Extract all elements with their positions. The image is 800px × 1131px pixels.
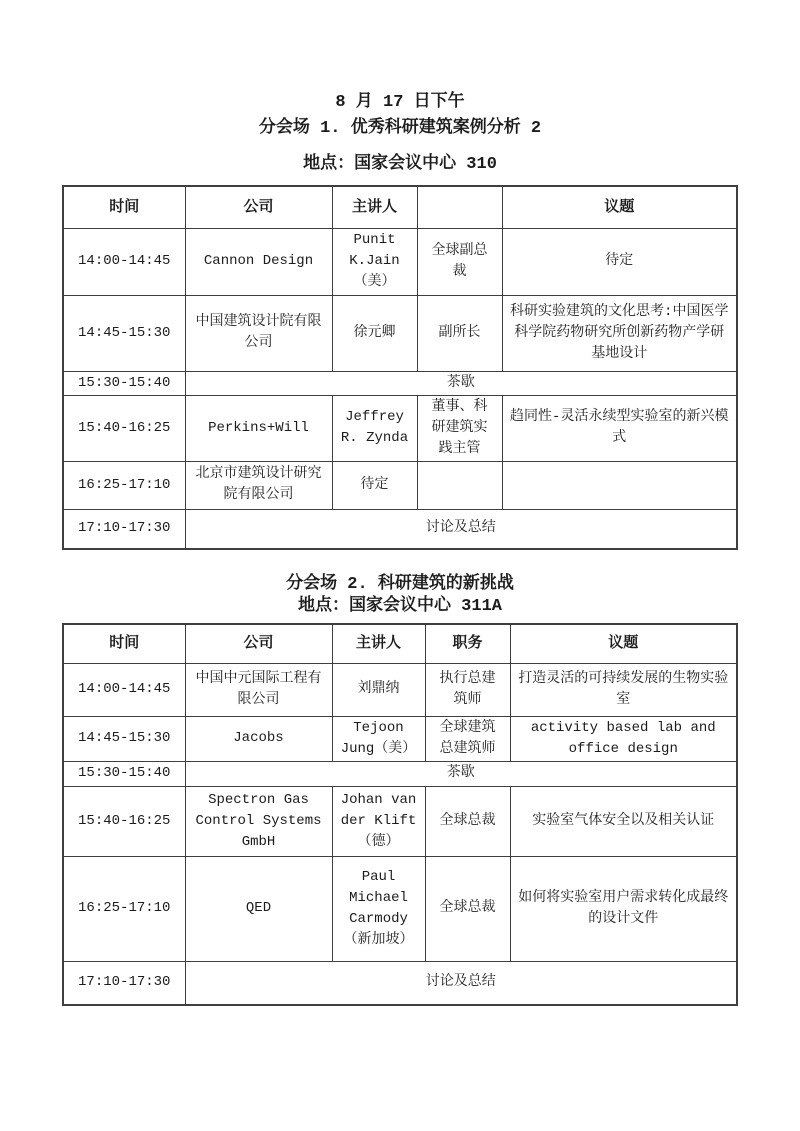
topic-cell: 科研实验建筑的文化思考:中国医学科学院药物研究所创新药物产学研基地设计 — [502, 295, 737, 371]
column-header-position — [417, 186, 502, 228]
topic-cell — [502, 461, 737, 509]
company-cell: Cannon Design — [185, 228, 332, 295]
time-cell: 14:00-14:45 — [63, 228, 185, 295]
session-1-table — [62, 185, 738, 550]
table-row-break — [63, 761, 737, 786]
time-cell: 14:00-14:45 — [63, 663, 185, 716]
company-cell: Spectron Gas Control Systems GmbH — [185, 786, 332, 856]
session-2-table — [62, 623, 738, 1006]
break-cell: 茶歇 — [185, 761, 737, 786]
speaker-cell: Punit K.Jain（美） — [332, 228, 417, 295]
speaker-cell: Paul Michael Carmody（新加坡） — [332, 856, 425, 961]
column-header-topic: 议题 — [502, 186, 737, 228]
column-header-company: 公司 — [185, 186, 332, 228]
speaker-cell: 待定 — [332, 461, 417, 509]
position-cell — [417, 461, 502, 509]
column-header-speaker: 主讲人 — [332, 624, 425, 663]
position-cell: 执行总建筑师 — [425, 663, 510, 716]
topic-cell: 如何将实验室用户需求转化成最终的设计文件 — [510, 856, 737, 961]
position-cell: 全球总裁 — [425, 856, 510, 961]
time-cell: 14:45-15:30 — [63, 295, 185, 371]
company-cell: Jacobs — [185, 716, 332, 761]
speaker-cell: 徐元卿 — [332, 295, 417, 371]
company-cell: 中国中元国际工程有限公司 — [185, 663, 332, 716]
table-row — [63, 856, 737, 961]
table-row — [63, 295, 737, 371]
topic-cell: 实验室气体安全以及相关认证 — [510, 786, 737, 856]
time-cell: 15:40-16:25 — [63, 395, 185, 461]
speaker-cell: Johan van der Klift（德） — [332, 786, 425, 856]
table-row — [63, 786, 737, 856]
time-cell: 17:10-17:30 — [63, 961, 185, 1005]
discussion-cell: 讨论及总结 — [185, 509, 737, 549]
position-cell: 全球总裁 — [425, 786, 510, 856]
speaker-cell: 刘鼎纳 — [332, 663, 425, 716]
company-cell: Perkins+Will — [185, 395, 332, 461]
position-cell: 全球副总裁 — [417, 228, 502, 295]
topic-cell: 待定 — [502, 228, 737, 295]
time-cell: 16:25-17:10 — [63, 461, 185, 509]
table-row-discussion — [63, 961, 737, 1005]
column-header-speaker: 主讲人 — [332, 186, 417, 228]
column-header-topic: 议题 — [510, 624, 737, 663]
column-header-time: 时间 — [63, 624, 185, 663]
speaker-cell: Tejoon Jung（美） — [332, 716, 425, 761]
table-row — [63, 716, 737, 761]
company-cell: 中国建筑设计院有限公司 — [185, 295, 332, 371]
position-cell: 副所长 — [417, 295, 502, 371]
session-1-title: 分会场 1. 优秀科研建筑案例分析 2 — [258, 119, 542, 138]
table-header-row — [63, 624, 737, 663]
column-header-position: 职务 — [425, 624, 510, 663]
column-header-time: 时间 — [63, 186, 185, 228]
company-cell: QED — [185, 856, 332, 961]
topic-cell: activity based lab and office design — [510, 716, 737, 761]
time-cell: 17:10-17:30 — [63, 509, 185, 549]
time-cell: 15:40-16:25 — [63, 786, 185, 856]
discussion-cell: 讨论及总结 — [185, 961, 737, 1005]
table-row — [63, 461, 737, 509]
date-title: 8 月 17 日下午 — [335, 93, 465, 112]
table-row — [63, 228, 737, 295]
time-cell: 15:30-15:40 — [63, 371, 185, 395]
speaker-cell: Jeffrey R. Zynda — [332, 395, 417, 461]
table-row — [63, 395, 737, 461]
time-cell: 15:30-15:40 — [63, 761, 185, 786]
topic-cell: 打造灵活的可持续发展的生物实验室 — [510, 663, 737, 716]
table-row-discussion — [63, 509, 737, 549]
session-2-location: 地点：国家会议中心 311A — [297, 597, 502, 616]
session-1-location: 地点：国家会议中心 310 — [303, 155, 497, 174]
position-cell: 全球建筑总建筑师 — [425, 716, 510, 761]
position-cell: 董事、科研建筑实践主管 — [417, 395, 502, 461]
time-cell: 16:25-17:10 — [63, 856, 185, 961]
session-2-title: 分会场 2. 科研建筑的新挑战 — [286, 575, 514, 594]
table-header-row — [63, 186, 737, 228]
table-row-break — [63, 371, 737, 395]
table-row — [63, 663, 737, 716]
time-cell: 14:45-15:30 — [63, 716, 185, 761]
company-cell: 北京市建筑设计研究院有限公司 — [185, 461, 332, 509]
topic-cell: 趋同性-灵活永续型实验室的新兴模式 — [502, 395, 737, 461]
break-cell: 茶歇 — [185, 371, 737, 395]
column-header-company: 公司 — [185, 624, 332, 663]
